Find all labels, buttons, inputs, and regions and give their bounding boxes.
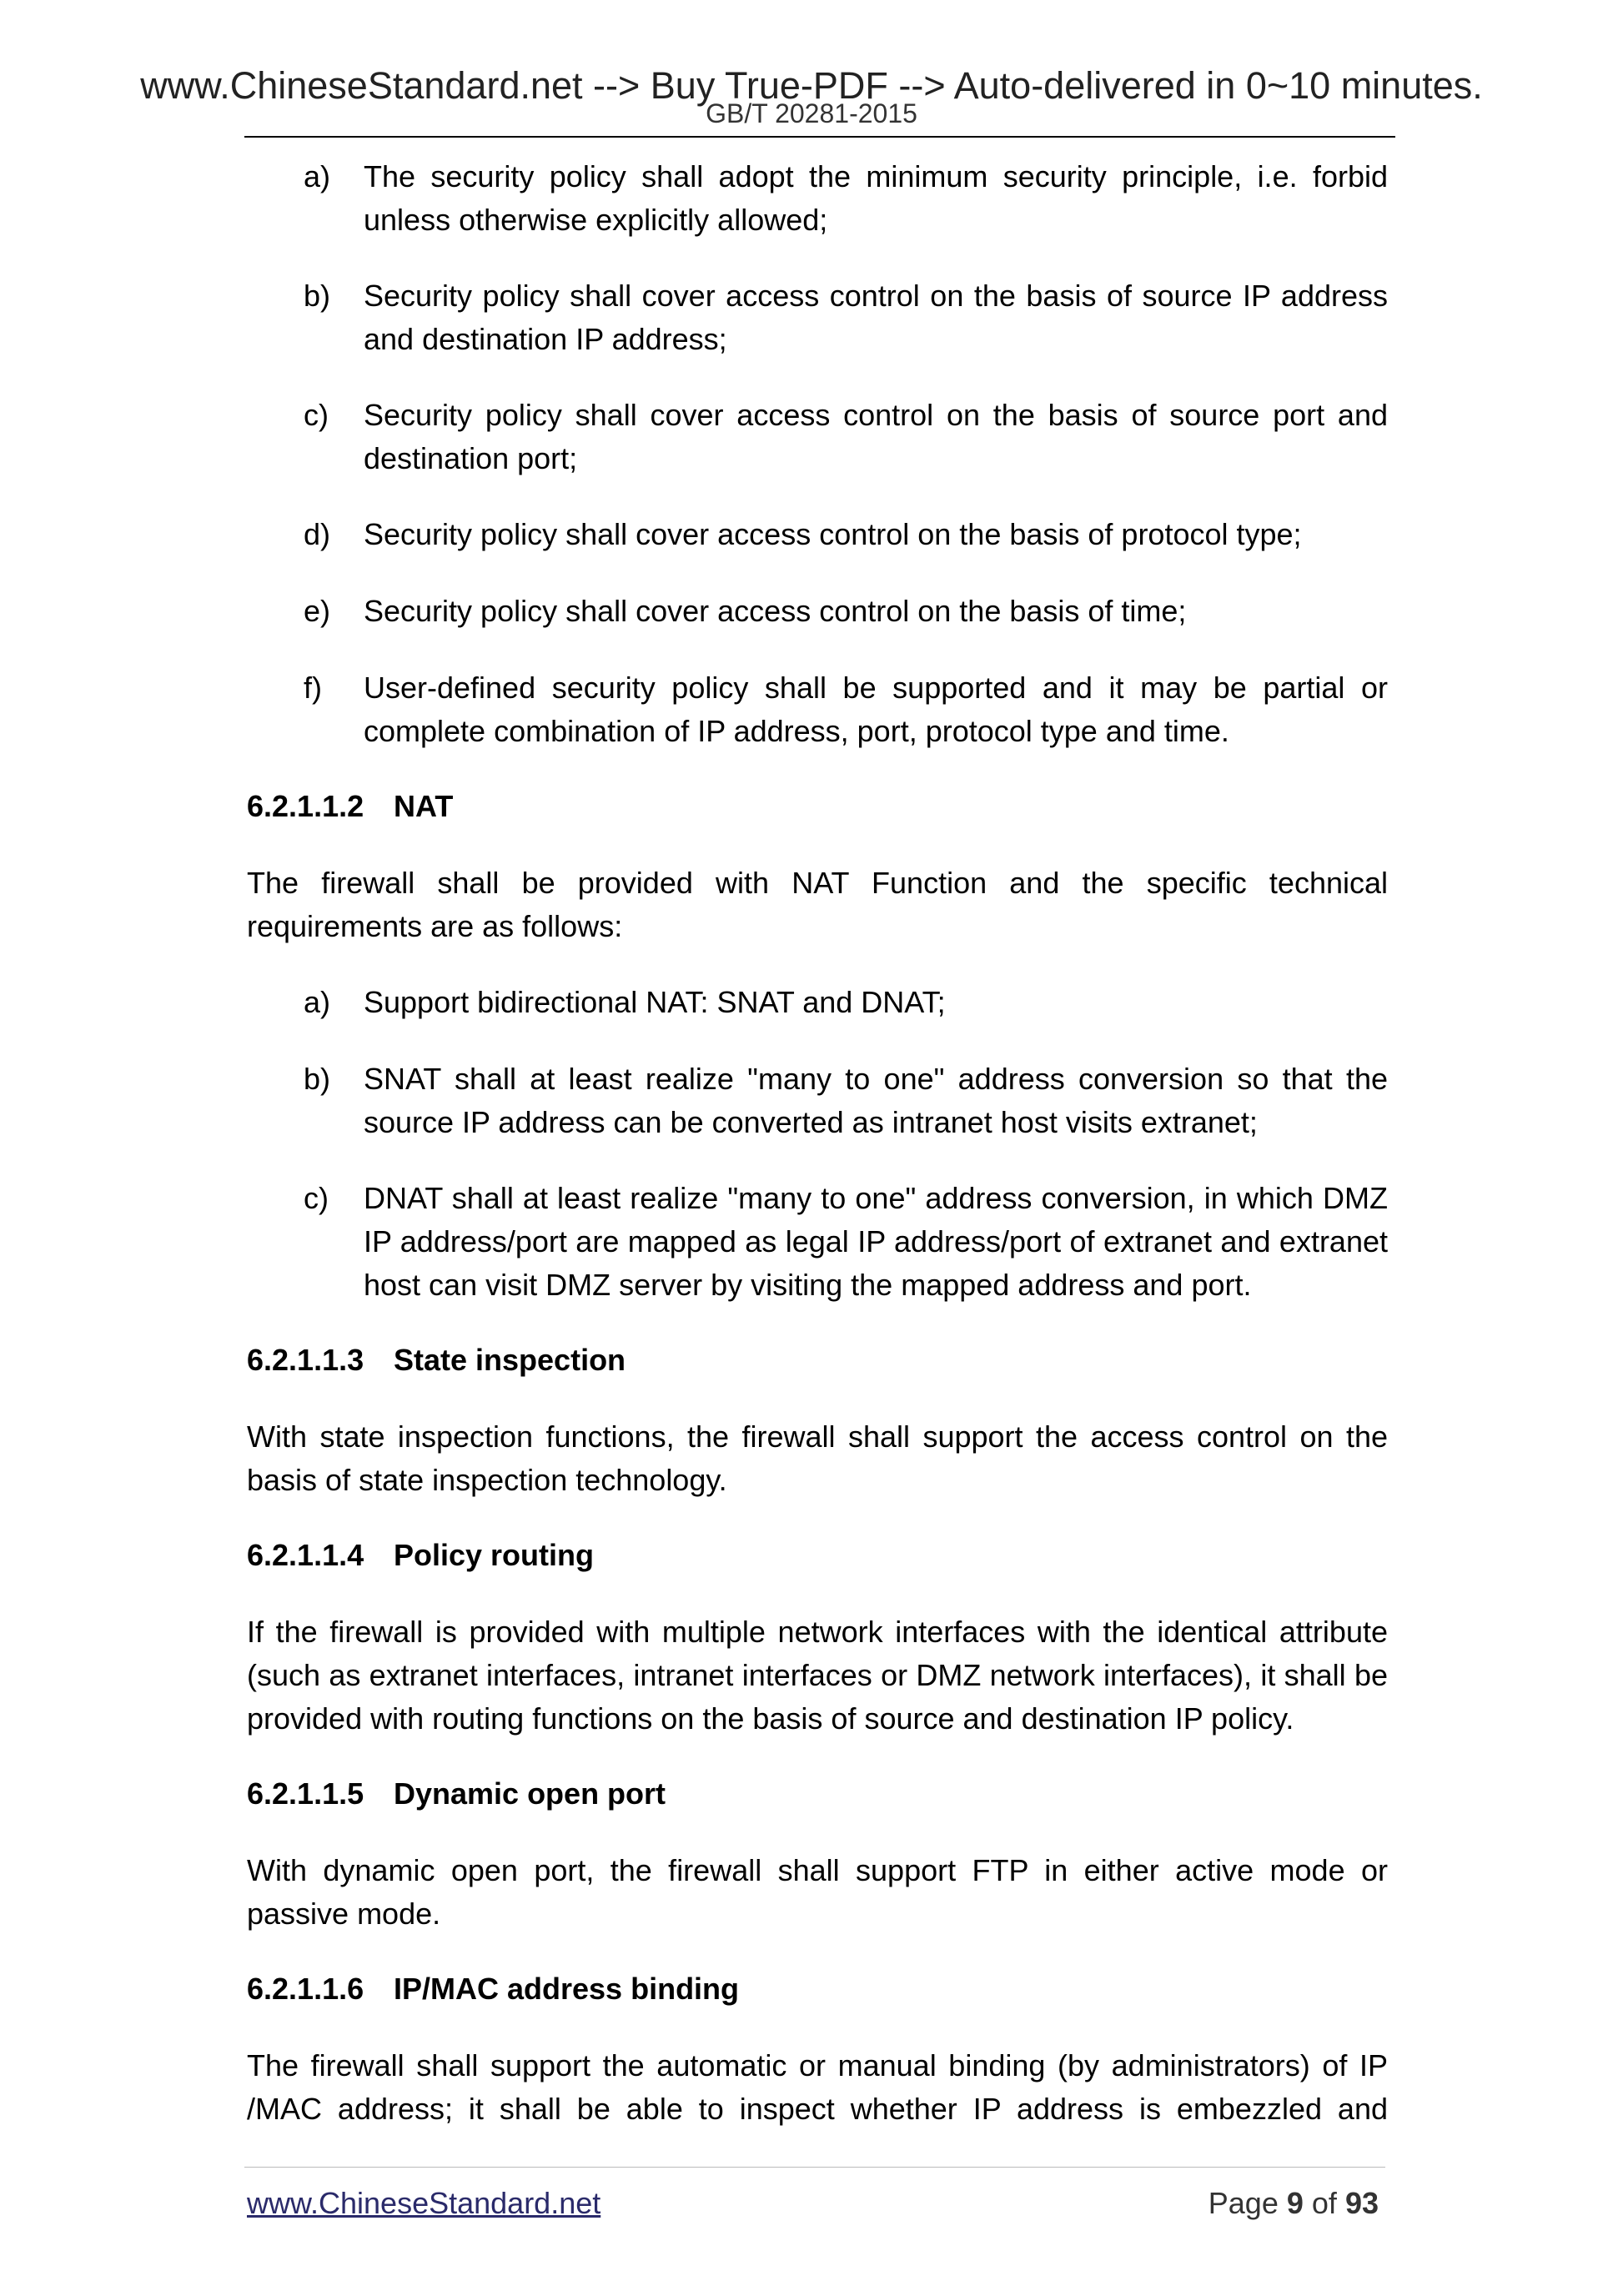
section-title: Dynamic open port — [394, 1776, 666, 1811]
section-heading-dynamic-open-port — [247, 1772, 666, 1816]
section-title: Policy routing — [394, 1538, 595, 1572]
list-item-label: f) — [304, 671, 322, 705]
page-indicator — [1208, 2185, 1379, 2222]
section-heading-nat — [247, 785, 453, 828]
list-item-label: a) — [304, 985, 331, 1019]
list-item-text: Security policy shall cover access control on the basis of source port and destination port; — [364, 398, 1388, 475]
section-number: 6.2.1.1.2 — [247, 789, 364, 823]
page-total: 93 — [1344, 2186, 1379, 2220]
list-item-text: User-defined security policy shall be supported and it may be partial or complete combination of IP address, port, protocol type and time. — [364, 671, 1388, 748]
paragraph: The firewall shall be provided with NAT Function and the specific technical requirements are as follows: — [247, 866, 1388, 943]
standard-number: GB/T 20281-2015 — [706, 98, 917, 128]
list-item-text: The security policy shall adopt the minimum security principle, i.e. forbid unless otherwise explicitly allowed; — [364, 159, 1388, 237]
list-item-text: Security policy shall cover access control on the basis of source IP address and destination IP address; — [364, 279, 1388, 356]
header-banner: www.ChineseStandard.net --> Buy True-PDF --> Auto-delivered in 0~10 minutes. — [140, 64, 1483, 107]
list-item-label: c) — [304, 1181, 329, 1215]
paragraph: With dynamic open port, the firewall shall support FTP in either active mode or passive mode. — [247, 1853, 1388, 1931]
section-number: 6.2.1.1.4 — [247, 1538, 364, 1572]
section-heading-policy-routing — [247, 1534, 594, 1577]
section-number: 6.2.1.1.3 — [247, 1343, 364, 1377]
section-title: IP/MAC address binding — [394, 1972, 740, 2006]
paragraph: The firewall shall support the automatic or manual binding (by administrators) of IP /MAC address; it shall be able to inspect whether IP address is embezzled and — [247, 2048, 1388, 2126]
section-title: NAT — [394, 789, 454, 823]
section-number: 6.2.1.1.5 — [247, 1776, 364, 1811]
section-title: State inspection — [394, 1343, 626, 1377]
list-item-label: b) — [304, 279, 331, 313]
page-current: 9 — [1286, 2186, 1304, 2220]
list-item-text: SNAT shall at least realize "many to one" address conversion so that the source IP address can be converted as intranet host visits extranet; — [364, 1062, 1388, 1139]
list-item-text: Security policy shall cover access control on the basis of time; — [364, 594, 1187, 628]
list-item-label: a) — [304, 159, 331, 193]
list-item-label: d) — [304, 517, 331, 551]
list-item-text: Support bidirectional NAT: SNAT and DNAT; — [364, 985, 946, 1019]
footer-divider — [244, 2167, 1385, 2168]
footer-link[interactable]: www.ChineseStandard.net — [247, 2186, 601, 2220]
list-item-label: c) — [304, 398, 329, 432]
paragraph: If the firewall is provided with multiple network interfaces with the identical attribute (such as extranet interfaces, intranet interfaces or DMZ network interfaces), it shall be provided with routing functions on the basis of source and destination IP policy. — [247, 1615, 1388, 1736]
section-heading-ip-mac-binding — [247, 1967, 739, 2011]
list-item-text: DNAT shall at least realize "many to one" address conversion, in which DMZ IP address/port are mapped as legal IP address/port of extranet and extranet host can visit DMZ server by visiting the mapped address and port. — [364, 1181, 1388, 1302]
list-item-label: b) — [304, 1062, 331, 1096]
paragraph: With state inspection functions, the firewall shall support the access control on the basis of state inspection technology. — [247, 1419, 1388, 1497]
list-item-label: e) — [304, 594, 331, 628]
list-item-text: Security policy shall cover access control on the basis of protocol type; — [364, 517, 1302, 551]
page-of: of — [1311, 2186, 1337, 2220]
section-number: 6.2.1.1.6 — [247, 1972, 364, 2006]
page-prefix: Page — [1208, 2186, 1279, 2220]
section-heading-state-inspection — [247, 1339, 626, 1382]
header-divider — [244, 136, 1395, 138]
